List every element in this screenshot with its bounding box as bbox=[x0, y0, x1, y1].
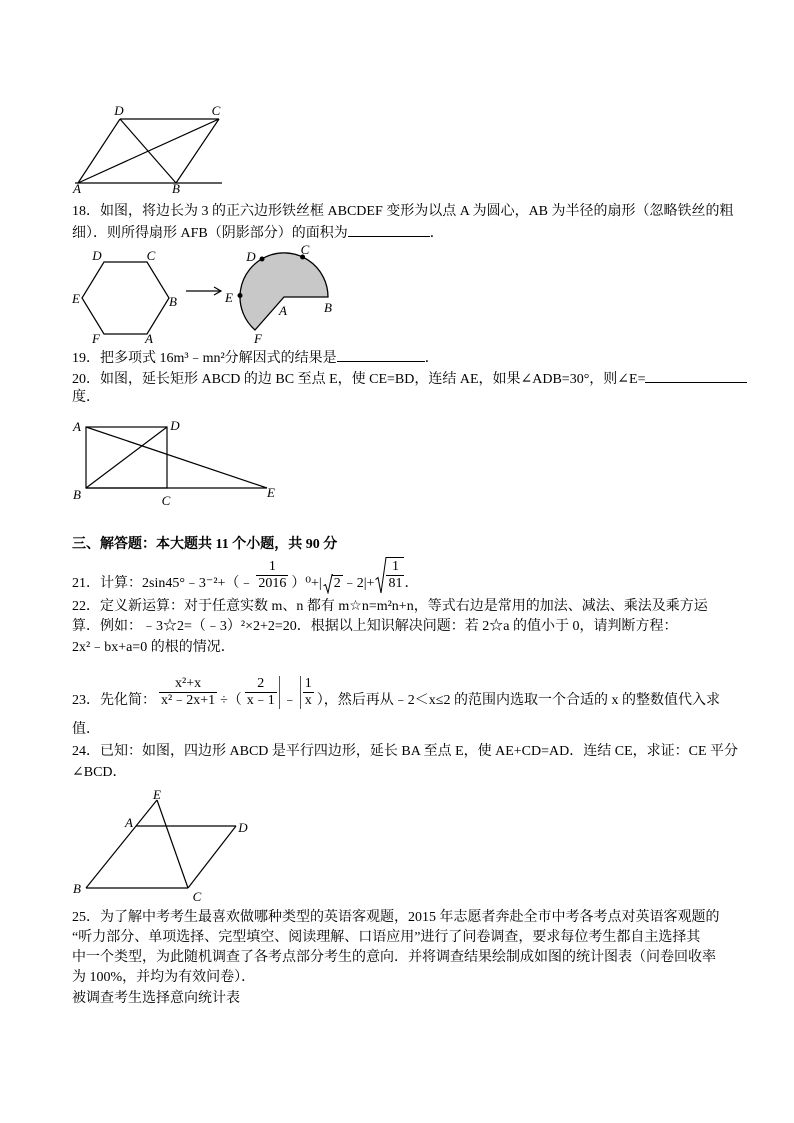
q21-suffix: ． bbox=[404, 576, 419, 591]
q23-text-2: 值． bbox=[72, 722, 100, 737]
para-label-a: A bbox=[125, 815, 133, 830]
q21-sqrt-fraction-numerator: 1 bbox=[391, 559, 399, 574]
q25-text-3: 中一个类型，为此随机调查了各考点部分考生的意向．并将调查结果绘制成如图的统计图表（问卷回收率 bbox=[72, 950, 716, 965]
section-heading bbox=[72, 535, 337, 555]
hex-label-d: D bbox=[92, 248, 102, 263]
q23-fraction-1 bbox=[159, 676, 217, 709]
sector-afb-shaded bbox=[240, 253, 328, 330]
q25-table-title-text: 被调查考生选择意向统计表 bbox=[72, 991, 240, 1006]
radical-sign-icon bbox=[323, 574, 333, 594]
figure-parallelogram-e bbox=[65, 785, 255, 905]
q21-sqrt-2 bbox=[323, 574, 343, 594]
q23-fraction-2-numerator: 2 bbox=[257, 676, 265, 691]
q25-text-2: “听力部分、单项选择、完型填空、阅读理解、口语应用”进行了问卷调查，要求每位考生都自主选择其 bbox=[72, 930, 701, 945]
answer-blank bbox=[337, 347, 425, 362]
q23-fraction-2-denominator: x﹣1 bbox=[246, 693, 275, 708]
point-d-dot bbox=[260, 257, 265, 262]
figure-hexagon-to-sector bbox=[65, 240, 340, 348]
q19-end: ． bbox=[424, 351, 439, 366]
q21-fraction-denominator: 2016 bbox=[258, 576, 287, 591]
rect-label-a: A bbox=[73, 419, 81, 434]
label-c: C bbox=[211, 103, 221, 118]
diagonal-bd bbox=[86, 427, 167, 488]
q19-text: 19．把多项式 16m³﹣mn²分解因式的结果是 bbox=[72, 351, 337, 366]
line-ae bbox=[86, 427, 267, 488]
hex-label-e: E bbox=[72, 291, 80, 306]
q25-line-3 bbox=[72, 948, 716, 968]
para-label-b: B bbox=[73, 881, 81, 896]
sector-label-c: C bbox=[300, 242, 310, 257]
q22-text-2: 算．例如：﹣3☆2=（﹣3）²×2+2=20．根据以上知识解决问题：若 2☆a 的值小于 0，请判断方程： bbox=[72, 619, 678, 634]
q21-sqrt-fraction-denominator: 81 bbox=[388, 576, 403, 591]
q23-prefix: 23．先化简： bbox=[72, 693, 156, 708]
q21-line bbox=[72, 557, 418, 594]
q23-fraction-1-denominator: x²﹣2x+1 bbox=[161, 693, 216, 708]
q21-sqrt-radicand: 2 bbox=[333, 576, 341, 591]
label-b: B bbox=[172, 181, 180, 196]
q19-line bbox=[72, 347, 439, 369]
q25-line-4 bbox=[72, 968, 255, 988]
sector-label-e: E bbox=[225, 290, 233, 305]
q24-line-1 bbox=[72, 742, 738, 762]
q18-line-1 bbox=[72, 202, 734, 222]
radical-sign-large-path bbox=[376, 558, 388, 593]
hex-label-b: B bbox=[169, 294, 177, 309]
q23-fraction-2 bbox=[245, 676, 280, 709]
q23-fraction-3 bbox=[300, 676, 314, 709]
q23-fraction-3-denominator: x bbox=[304, 693, 312, 708]
q22-line-1 bbox=[72, 597, 708, 617]
q25-text-1: 25．为了解中考考生最喜欢做哪种类型的英语客观题，2015 年志愿者奔赴全市中考各考点对英语客观题的 bbox=[72, 910, 720, 925]
para-label-c: C bbox=[192, 889, 202, 904]
line-be bbox=[86, 800, 157, 888]
section-heading-text: 三、解答题：本大题共 11 个小题，共 90 分 bbox=[72, 537, 338, 552]
q25-text-4: 为 100%，并均为有效问卷）． bbox=[72, 970, 256, 985]
sector-label-a: A bbox=[279, 303, 287, 318]
q23-fraction-3-numerator: 1 bbox=[304, 676, 312, 691]
para-label-d: D bbox=[238, 820, 248, 835]
q24-text-2: ∠BCD． bbox=[72, 765, 127, 780]
diagonal-db bbox=[120, 119, 176, 183]
q21-fraction bbox=[256, 559, 288, 592]
sector-label-b: B bbox=[324, 300, 332, 315]
q22-text-1: 22．定义新运算：对于任意实数 m、n 都有 m☆n=m²n+n，等式右边是常用的加法、减法、乘法及乘方运 bbox=[72, 599, 708, 614]
q24-line-2 bbox=[72, 763, 127, 783]
rect-label-b: B bbox=[73, 487, 81, 502]
q23-line-2 bbox=[72, 720, 100, 740]
hex-label-c: C bbox=[146, 248, 156, 263]
q25-line-1 bbox=[72, 908, 720, 928]
q21-mid-2: ﹣2|+ bbox=[342, 576, 375, 591]
figure-parallelogram-diagonals bbox=[60, 98, 235, 198]
label-d: D bbox=[114, 103, 124, 118]
radical-sign-path bbox=[323, 575, 333, 593]
label-a: A bbox=[73, 181, 81, 196]
q21-sqrt-fraction-inner bbox=[386, 557, 404, 592]
hexagon-abcdef bbox=[82, 262, 169, 334]
rect-label-c: C bbox=[161, 493, 171, 508]
q18-text-2: 细）．则所得扇形 AFB（阴影部分）的面积为 bbox=[72, 226, 348, 241]
q18-end: ． bbox=[429, 226, 444, 241]
q22-line-3 bbox=[72, 638, 235, 658]
para-label-e: E bbox=[153, 787, 161, 802]
q22-line-2 bbox=[72, 617, 678, 637]
q23-line-1 bbox=[72, 676, 720, 711]
sector-label-f: F bbox=[254, 331, 262, 346]
line-ec bbox=[157, 800, 188, 888]
q25-table-title bbox=[72, 989, 240, 1009]
radical-sign-large-icon bbox=[375, 557, 387, 594]
rect-label-d: D bbox=[170, 418, 180, 433]
q20-line-1 bbox=[72, 368, 747, 390]
q21-mid-1: ）⁰+| bbox=[291, 576, 322, 591]
q21-sqrt-fraction bbox=[375, 557, 404, 594]
q22-text-3: 2x²﹣bx+a=0 的根的情况． bbox=[72, 640, 235, 655]
hex-label-f: F bbox=[92, 331, 100, 346]
answer-blank bbox=[348, 222, 430, 237]
q23-suffix: ），然后再从﹣2＜x≤2 的范围内选取一个合适的 x 的整数值代入求 bbox=[316, 693, 720, 708]
q20-text-2: 度． bbox=[72, 390, 100, 405]
q23-operator-1: ÷（ bbox=[220, 693, 242, 708]
q21-prefix: 21．计算：2sin45°﹣3⁻²+（﹣ bbox=[72, 576, 254, 591]
sector-label-d: D bbox=[246, 249, 256, 264]
q23-fraction-1-numerator: x²+x bbox=[175, 676, 202, 691]
hex-label-a: A bbox=[145, 331, 153, 346]
figure-rectangle-abcd-e bbox=[65, 412, 280, 510]
q20-line-2 bbox=[72, 388, 100, 408]
side-dc bbox=[188, 826, 236, 888]
q21-fraction-numerator: 1 bbox=[268, 559, 276, 574]
q23-operator-2: ﹣ bbox=[282, 693, 297, 708]
rect-label-e: E bbox=[267, 485, 275, 500]
answer-blank bbox=[645, 368, 747, 383]
q24-text-1: 24．已知：如图，四边形 ABCD 是平行四边形，延长 BA 至点 E，使 AE+CD=AD．连结 CE，求证：CE 平分 bbox=[72, 744, 739, 759]
q20-text-1: 20．如图，延长矩形 ABCD 的边 BC 至点 E，使 CE=BD，连结 AE，如果∠ADB=30°，则∠E= bbox=[72, 372, 646, 387]
point-e-dot bbox=[238, 293, 243, 298]
q18-text-1: 18．如图，将边长为 3 的正六边形铁丝框 ABCDEF 变形为以点 A 为圆心，AB 为半径的扇形（忽略铁丝的粗 bbox=[72, 204, 734, 219]
q25-line-2 bbox=[72, 928, 700, 948]
